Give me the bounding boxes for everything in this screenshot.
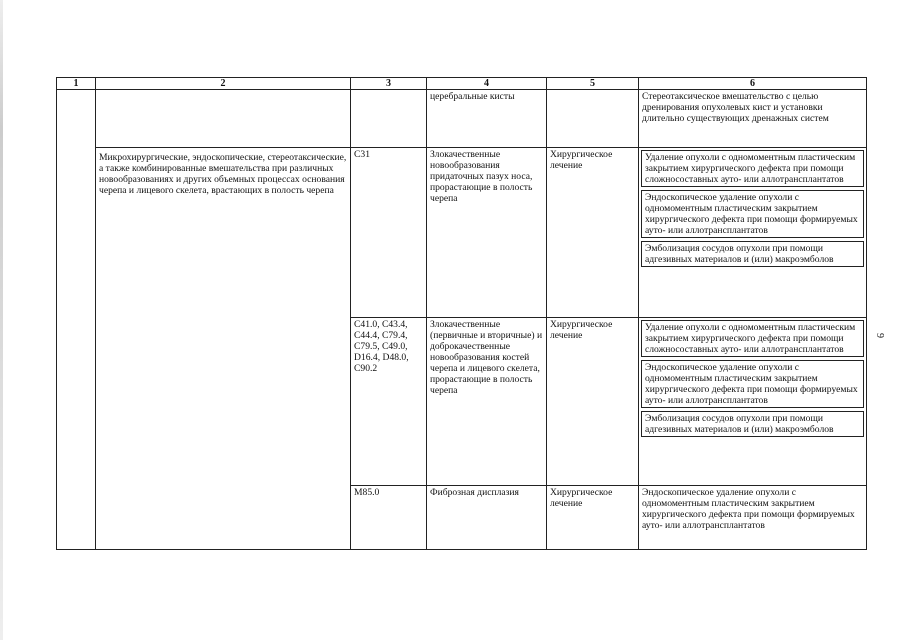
medical-procedures-table: [56, 77, 867, 550]
diagnosis-cell: церебральные кисты: [427, 90, 547, 148]
header-row: [57, 78, 867, 90]
treatment-method: Удаление опухоли с одномоментным пластическим закрытием хирургического дефекта при помощи сложносоставных ауто- или аллотрансплантатов: [641, 320, 864, 357]
treatment-method-cell: Стереотаксическое вмешательство с целью дренирования опухолевых кист и установки длительно существующих дренажных систем: [639, 90, 867, 148]
treatment-methods-cell: [639, 148, 867, 318]
codes-cell: M85.0: [351, 486, 427, 550]
diagnosis-cell: Фиброзная дисплазия: [427, 486, 547, 550]
row-number-cell: [57, 90, 96, 550]
treatment-type-cell-empty: [547, 90, 639, 148]
codes-cell: C31: [351, 148, 427, 318]
col-header-3: 3: [351, 78, 427, 90]
treatment-method: Эндоскопическое удаление опухоли с одномоментным пластическим закрытием хирургического дефекта при помощи формируемых ауто- или аллотрансплантатов: [641, 190, 864, 238]
col-header-6: 6: [639, 78, 867, 90]
diagnosis-cell: Злокачественные новообразования придаточных пазух носа, прорастающие в полость черепа: [427, 148, 547, 318]
group-name-cell-empty: [96, 90, 351, 148]
scan-edge-mark: [0, 0, 3, 640]
treatment-type-cell: Хирургическое лечение: [547, 318, 639, 486]
table-row: [57, 148, 867, 318]
page-number: 9: [874, 333, 885, 338]
treatment-method-cell: Эндоскопическое удаление опухоли с одномоментным пластическим закрытием хирургического дефекта при помощи формируемых ауто- или аллотрансплантатов: [639, 486, 867, 550]
continuation-row: [57, 90, 867, 148]
col-header-2: 2: [96, 78, 351, 90]
diagnosis-cell: Злокачественные (первичные и вторичные) и доброкачественные новообразования костей черепа и лицевого скелета, прорастающие в полость черепа: [427, 318, 547, 486]
group-name-cell: Микрохирургические, эндоскопические, стереотаксические, а также комбинированные вмешательства при различных новообразованиях и других объемных процессах основания черепа и лицевого скелета, врастающих в полость черепа: [96, 148, 351, 550]
treatment-method: Эмболизация сосудов опухоли при помощи адгезивных материалов и (или) макроэмболов: [641, 411, 864, 437]
treatment-type-cell: Хирургическое лечение: [547, 148, 639, 318]
col-header-1: 1: [57, 78, 96, 90]
codes-cell: C41.0, C43.4, C44.4, C79.4, C79.5, C49.0, D16.4, D48.0, C90.2: [351, 318, 427, 486]
codes-cell-empty: [351, 90, 427, 148]
col-header-4: 4: [427, 78, 547, 90]
treatment-type-cell: Хирургическое лечение: [547, 486, 639, 550]
col-header-5: 5: [547, 78, 639, 90]
treatment-method: Эндоскопическое удаление опухоли с одномоментным пластическим закрытием хирургического дефекта при помощи формируемых ауто- или аллотрансплантатов: [641, 360, 864, 408]
treatment-methods-cell: [639, 318, 867, 486]
treatment-method: Эмболизация сосудов опухоли при помощи адгезивных материалов и (или) макроэмболов: [641, 241, 864, 267]
treatment-method: Удаление опухоли с одномоментным пластическим закрытием хирургического дефекта при помощи сложносоставных ауто- или аллотрансплантатов: [641, 150, 864, 187]
